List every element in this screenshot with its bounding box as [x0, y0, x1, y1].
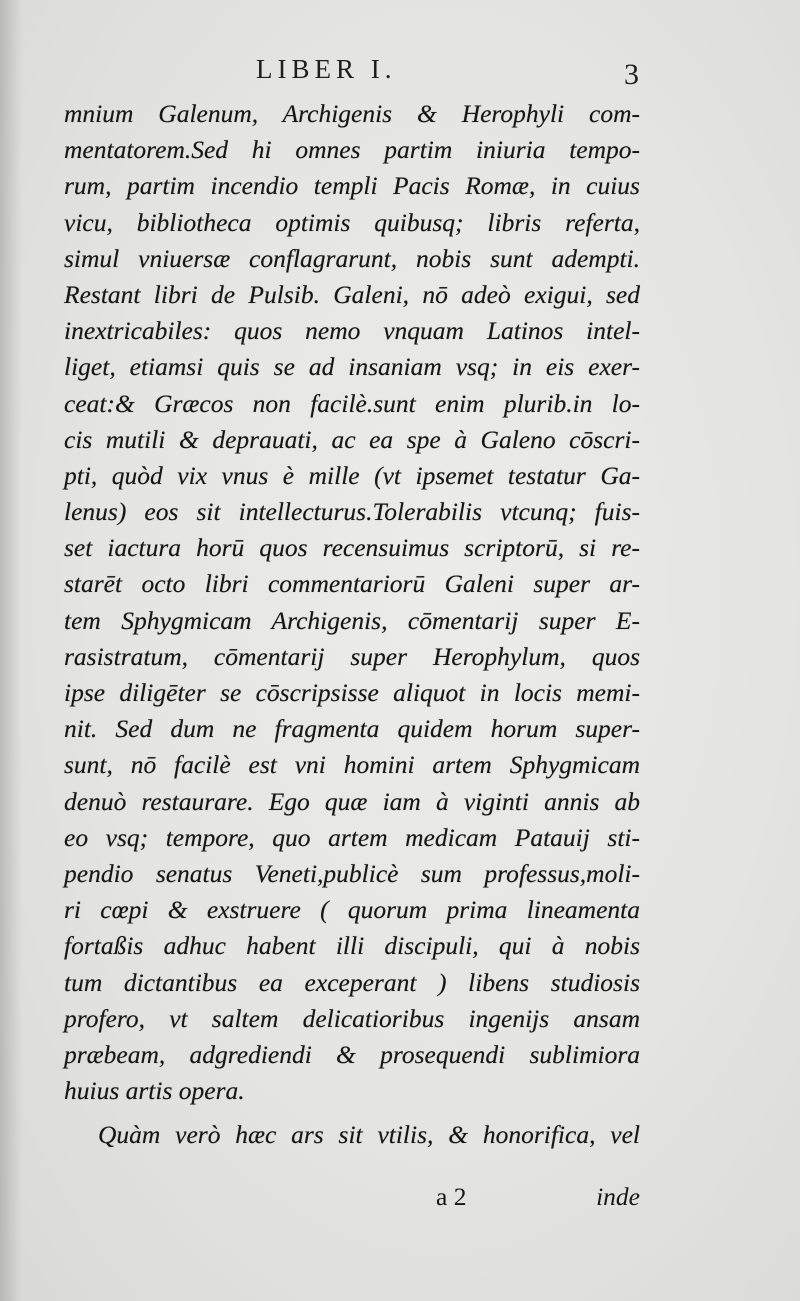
text-line: lenus) eos sit intellecturus.Tolerabilis vtcunq; fuis-: [64, 497, 640, 527]
text-line: rum, partim incendio templi Pacis Romæ, in cuius: [64, 171, 640, 201]
text-line: mnium Galenum, Archigenis & Herophyli com-: [64, 99, 640, 128]
text-line: mentatorem.Sed hi omnes partim iniuria tempo-: [64, 135, 640, 165]
text-line: denuò restaurare. Ego quæ iam à viginti annis ab: [64, 786, 640, 816]
text-line: pendio senatus Veneti,publicè sum professus,moli-: [64, 858, 640, 888]
page-footer: [64, 1178, 640, 1214]
text-line: set iactura horū quos recensuimus scriptorū, si re-: [64, 533, 640, 563]
text-line: præbeam, adgrediendi & prosequendi sublimiora: [64, 1039, 640, 1069]
text-line: pti, quòd vix vnus è mille (vt ipsemet testatur Ga-: [64, 460, 640, 490]
text-line: tum dictantibus ea exceperant ) libens studiosis: [64, 967, 640, 997]
text-line: fortaßis adhuc habent illi discipuli, qui à nobis: [64, 931, 640, 961]
text-line: liget, etiamsi quis se ad insaniam vsq; in eis exer-: [64, 352, 640, 382]
text-line: ri cœpi & exstruere ( quorum prima lineamenta: [64, 895, 640, 925]
text-line: simul vniuersæ conflagrarunt, nobis sunt adempti.: [64, 243, 640, 273]
text-line: inextricabiles: quos nemo vnquam Latinos intel-: [64, 316, 640, 346]
text-line: cis mutili & deprauati, ac ea spe à Galeno cōscri-: [64, 424, 640, 454]
text-line: profero, vt saltem delicatioribus ingenijs ansam: [64, 1003, 640, 1033]
text-line: eo vsq; tempore, quo artem medicam Patauij sti-: [64, 822, 640, 852]
text-line: starēt octo libri commentariorū Galeni super ar-: [64, 569, 640, 599]
body-text: [64, 96, 640, 1153]
text-line: vicu, bibliotheca optimis quibusq; libris referta,: [64, 207, 640, 237]
text-line: ipse diligēter se cōscripsisse aliquot in locis memi-: [64, 678, 640, 707]
text-line: nit. Sed dum ne fragmenta quidem horum super-: [64, 714, 640, 744]
paragraph-start-line: Quàm verò hæc ars sit vtilis, & honorifica, vel: [98, 1120, 640, 1150]
text-line: huius artis opera.: [64, 1076, 245, 1106]
binding-shadow: [0, 0, 22, 1301]
text-line: Restant libri de Pulsib. Galeni, nō adeò exigui, sed: [64, 279, 640, 309]
text-line: ceat:& Græcos non facilè.sunt enim plurib.in lo-: [64, 388, 640, 418]
text-line: sunt, nō facilè est vni homini artem Sphygmicam: [64, 750, 640, 780]
text-line: tem Sphygmicam Archigenis, cōmentarij super E-: [64, 605, 640, 635]
running-head: LIBER I.: [256, 54, 397, 84]
signature-mark: a 2: [436, 1182, 467, 1211]
page-number: 3: [624, 58, 639, 91]
text-line: rasistratum, cōmentarij super Herophylum, quos: [64, 641, 640, 671]
catchword: inde: [596, 1182, 640, 1211]
